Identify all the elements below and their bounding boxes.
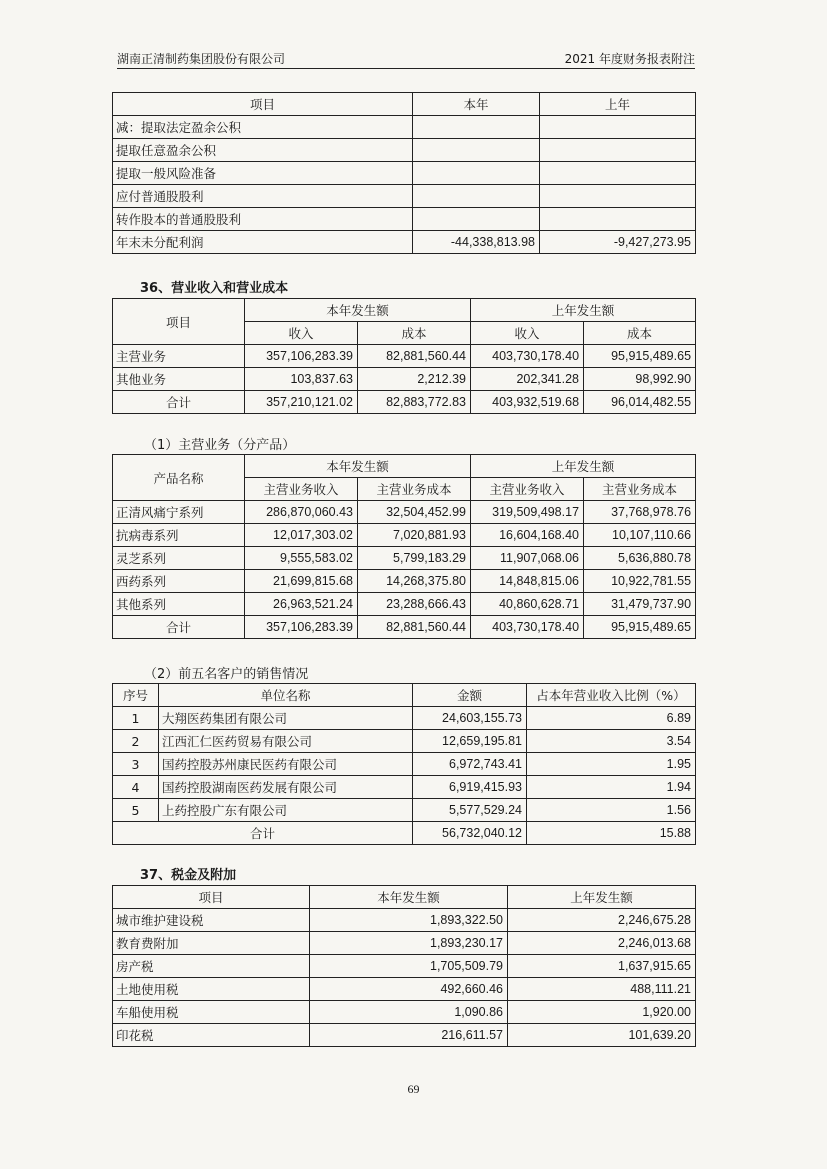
section-title-36-2: （2）前五名客户的销售情况 — [144, 667, 309, 682]
taxes-surcharges-table — [112, 885, 696, 1047]
section-title-37: 37、税金及附加 — [140, 868, 237, 883]
table-row: 3 国药控股苏州康民医药有限公司 6,972,743.41 1.95 — [113, 753, 696, 776]
table-total-row: 合计 56,732,040.12 15.88 — [113, 822, 696, 845]
table-row: 应付普通股股利 — [113, 185, 696, 208]
document-title: 2021 年度财务报表附注 — [564, 52, 695, 66]
table-row: 房产税 1,705,509.79 1,637,915.65 — [113, 955, 696, 978]
table-header-row: 项目 本年发生额 上年发生额 — [113, 886, 696, 909]
table-row: 2 江西汇仁医药贸易有限公司 12,659,195.81 3.54 — [113, 730, 696, 753]
main-business-by-product-table — [112, 454, 696, 639]
table-row: 其他系列 26,963,521.24 23,288,666.43 40,860,628.71 31,479,737.90 — [113, 593, 696, 616]
table-row: 年末未分配利润 -44,338,813.98 -9,427,273.95 — [113, 231, 696, 254]
table-row: 正清风痛宁系列 286,870,060.43 32,504,452.99 319,509,498.17 37,768,978.76 — [113, 501, 696, 524]
table-row: 教育费附加 1,893,230.17 2,246,013.68 — [113, 932, 696, 955]
table-header-row: 项目 本年发生额 上年发生额 — [113, 299, 696, 322]
table-row: 5 上药控股广东有限公司 5,577,529.24 1.56 — [113, 799, 696, 822]
table-header-row: 产品名称 本年发生额 上年发生额 — [113, 455, 696, 478]
table-row: 提取一般风险准备 — [113, 162, 696, 185]
table-row: 合计 357,210,121.02 82,883,772.83 403,932,519.68 96,014,482.55 — [113, 391, 696, 414]
page-number: 69 — [407, 1082, 420, 1096]
revenue-cost-table — [112, 298, 696, 414]
table-header-row: 主营业务收入 主营业务成本 主营业务收入 主营业务成本 — [113, 478, 696, 501]
table-row: 转作股本的普通股股利 — [113, 208, 696, 231]
profit-distribution-table — [112, 92, 696, 254]
table-row: 车船使用税 1,090.86 1,920.00 — [113, 1001, 696, 1024]
section-title-36-1: （1）主营业务（分产品） — [144, 438, 296, 453]
table-row: 减：提取法定盈余公积 — [113, 116, 696, 139]
top-five-customers-table — [112, 683, 696, 845]
table-row: 其他业务 103,837.63 2,212.39 202,341.28 98,992.90 — [113, 368, 696, 391]
section-title-36: 36、营业收入和营业成本 — [140, 281, 289, 296]
table-header-row: 序号 单位名称 金额 占本年营业收入比例（%） — [113, 684, 696, 707]
table-row: 提取任意盈余公积 — [113, 139, 696, 162]
table-row: 主营业务 357,106,283.39 82,881,560.44 403,730,178.40 95,915,489.65 — [113, 345, 696, 368]
table-header-row: 项目 本年 上年 — [113, 93, 696, 116]
table-row: 4 国药控股湖南医药发展有限公司 6,919,415.93 1.94 — [113, 776, 696, 799]
table-row: 抗病毒系列 12,017,303.02 7,020,881.93 16,604,168.40 10,107,110.66 — [113, 524, 696, 547]
table-row: 1 大翔医药集团有限公司 24,603,155.73 6.89 — [113, 707, 696, 730]
table-row: 土地使用税 492,660.46 488,111.21 — [113, 978, 696, 1001]
page-header — [117, 48, 695, 69]
table-row: 西药系列 21,699,815.68 14,268,375.80 14,848,815.06 10,922,781.55 — [113, 570, 696, 593]
table-row: 合计 357,106,283.39 82,881,560.44 403,730,178.40 95,915,489.65 — [113, 616, 696, 639]
table-row: 印花税 216,611.57 101,639.20 — [113, 1024, 696, 1047]
table-header-row: 收入 成本 收入 成本 — [113, 322, 696, 345]
table-row: 城市维护建设税 1,893,322.50 2,246,675.28 — [113, 909, 696, 932]
table-row: 灵芝系列 9,555,583.02 5,799,183.29 11,907,068.06 5,636,880.78 — [113, 547, 696, 570]
company-name: 湖南正清制药集团股份有限公司 — [117, 52, 286, 66]
